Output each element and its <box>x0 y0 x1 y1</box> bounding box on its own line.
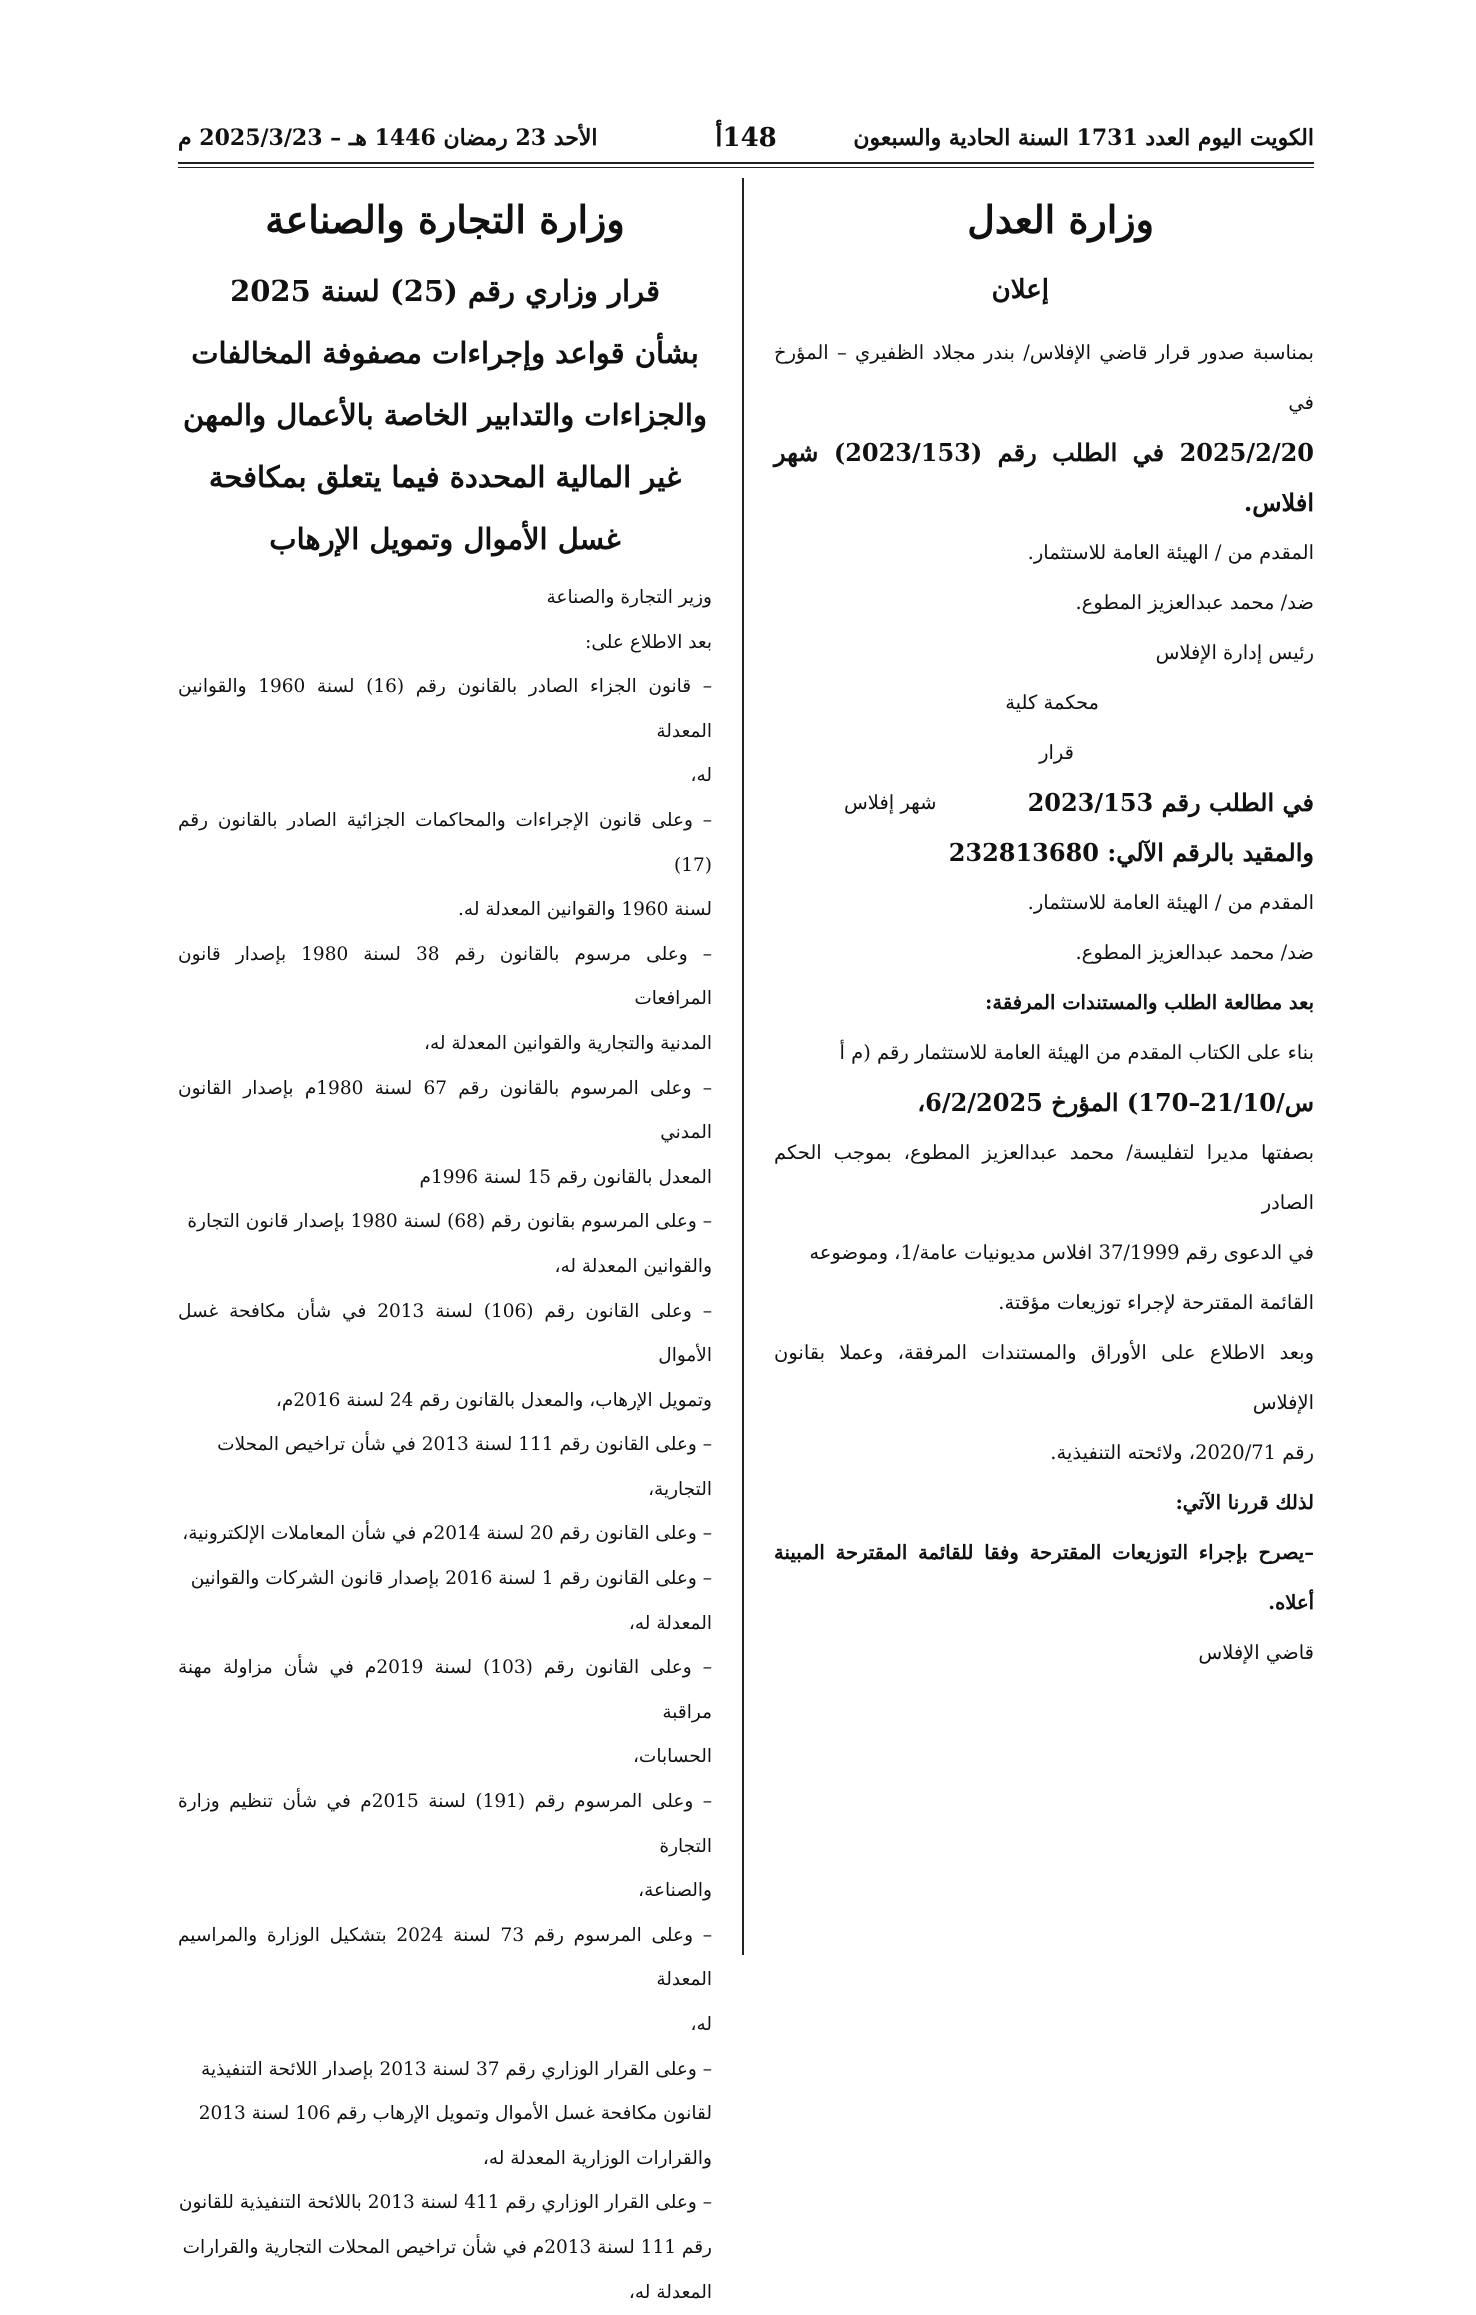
against-line-2: ضد/ محمد عبدالعزيز المطوع. <box>1075 941 1314 964</box>
preamble-line: وزير التجارة والصناعة <box>546 587 712 608</box>
after-review-line: بعد مطالعة الطلب والمستندات المرفقة: <box>985 991 1314 1014</box>
intro-line-2: 2025/2/20 في الطلب رقم (2023/153) شهر افلاس. <box>774 438 1315 517</box>
after-line-2: رقم 2020/71، ولائحته التنفيذية. <box>1050 1441 1314 1464</box>
issue-date: الأحد 23 رمضان 1446 هـ – 2025/3/23 م <box>178 125 598 151</box>
request-type: شهر إفلاس <box>844 791 937 814</box>
preamble-line: لسنة 1960 والقوانين المعدلة له. <box>458 899 712 921</box>
header-rule-thin <box>178 167 1314 168</box>
preamble-line: وتمويل الإرهاب، والمعدل بالقانون رقم 24 لسنة 2016م، <box>275 1389 712 1411</box>
decision-title-line: والجزاءات والتدابير الخاصة بالأعمال والمهن <box>183 398 707 432</box>
preamble-line: لقانون مكافحة غسل الأموال وتمويل الإرهاب رقم 106 لسنة 2013 <box>198 2103 712 2125</box>
preamble-line: المعدلة له، <box>628 2281 712 2303</box>
request-number: في الطلب رقم 2023/153 <box>1027 788 1314 817</box>
preamble-line: – قانون الجزاء الصادر بالقانون رقم (16) لسنة 1960 والقوانين المعدلة <box>178 676 713 742</box>
preamble-line: – وعلى القرار الوزاري رقم 411 لسنة 2013 باللائحة التنفيذية للقانون <box>178 2192 712 2214</box>
preamble-line: – وعلى القانون رقم 20 لسنة 2014م في شأن المعاملات الإلكترونية، <box>182 1523 712 1545</box>
auto-number: والمقيد بالرقم الآلي: 232813680 <box>948 838 1314 867</box>
preamble-line: – وعلى القانون رقم (103) لسنة 2019م في شأن مزاولة مهنة مراقبة <box>178 1657 712 1723</box>
decision-title-line: قرار وزاري رقم (25) لسنة 2025 <box>230 274 660 308</box>
preamble-line: – وعلى القرار الوزاري رقم 37 لسنة 2013 بإصدار اللائحة التنفيذية <box>201 2058 712 2080</box>
page-number: 148أ <box>715 123 777 153</box>
capacity-line-2: في الدعوى رقم 37/1999 افلاس مديونيات عامة/1، وموضوعه <box>809 1241 1314 1264</box>
based-line-2: س/21/10–170) المؤرخ 6/2/2025، <box>917 1088 1314 1117</box>
preamble-line: – وعلى المرسوم بالقانون رقم 67 لسنة 1980م بإصدار القانون المدني <box>178 1077 712 1144</box>
preamble-line: – وعلى القانون رقم (106) لسنة 2013 في شأن مكافحة غسل الأموال <box>178 1300 712 1367</box>
therefore-line: لذلك قررنا الآتي: <box>1175 1491 1314 1514</box>
intro-line-1: بمناسبة صدور قرار قاضي الإفلاس/ بندر مجلاد الظفيري – المؤرخ في <box>774 341 1314 414</box>
announcement-title: إعلان <box>991 275 1049 305</box>
judge-signature: قاضي الإفلاس <box>1198 1641 1314 1664</box>
court-name: محكمة كلية <box>1005 691 1099 714</box>
decision-title-line: بشأن قواعد وإجراءات مصفوفة المخالفات <box>191 336 699 370</box>
preamble-line: التجارية، <box>648 1478 712 1500</box>
gazette-header <box>178 118 1314 158</box>
preamble-line: بعد الاطلاع على: <box>585 631 712 653</box>
column-divider <box>742 178 744 1955</box>
preamble-line: والصناعة، <box>638 1880 712 1902</box>
preamble-line: – وعلى المرسوم رقم (191) لسنة 2015م في شأن تنظيم وزارة التجارة <box>178 1791 713 1857</box>
after-line-1: وبعد الاطلاع على الأوراق والمستندات المرفقة، وعملا بقانون الإفلاس <box>774 1341 1314 1414</box>
applicant-line-2: المقدم من / الهيئة العامة للاستثمار. <box>1027 891 1314 914</box>
decision-title-line: غير المالية المحددة فيما يتعلق بمكافحة <box>208 460 682 494</box>
preamble-line: – وعلى مرسوم بالقانون رقم 38 لسنة 1980 بإصدار قانون المرافعات <box>178 943 712 1010</box>
preamble-list <box>178 576 712 2315</box>
capacity-line-3: القائمة المقترحة لإجراء توزيعات مؤقتة. <box>998 1291 1314 1314</box>
justice-column <box>774 180 1314 1678</box>
preamble-line: – وعلى المرسوم رقم 73 لسنة 2024 بتشكيل الوزارة والمراسيم المعدلة <box>178 1924 712 1991</box>
request-number-row <box>774 778 1314 828</box>
preamble-line: والقوانين المعدلة له، <box>554 1255 712 1277</box>
preamble-line: والقرارات الوزارية المعدلة له، <box>482 2147 712 2169</box>
preamble-line: الحسابات، <box>632 1746 712 1768</box>
ministry-commerce-title: وزارة التجارة والصناعة <box>265 197 625 242</box>
based-line-1: بناء على الكتاب المقدم من الهيئة العامة للاستثمار رقم (م أ <box>839 1041 1314 1064</box>
preamble-line: – وعلى المرسوم بقانون رقم (68) لسنة 1980 بإصدار قانون التجارة <box>187 1211 712 1233</box>
header-rule <box>178 162 1314 164</box>
preamble-line: له، <box>690 765 712 787</box>
bankruptcy-head: رئيس إدارة الإفلاس <box>1155 641 1314 664</box>
decision-title-block <box>178 260 712 570</box>
allow-line: –يصرح بإجراء التوزيعات المقترحة وفقا للقائمة المقترحة المبينة أعلاه. <box>774 1541 1314 1614</box>
preamble-line: له، <box>690 2014 712 2035</box>
applicant-line: المقدم من / الهيئة العامة للاستثمار. <box>1027 541 1314 564</box>
preamble-line: المدنية والتجارية والقوانين المعدلة له، <box>424 1032 712 1054</box>
commerce-column <box>178 180 712 2315</box>
gazette-issue: الكويت اليوم العدد 1731 السنة الحادية والسبعون <box>853 125 1314 151</box>
preamble-line: رقم 111 لسنة 2013م في شأن تراخيص المحلات التجارية والقرارات <box>182 2236 712 2258</box>
preamble-line: – وعلى القانون رقم 1 لسنة 2016 بإصدار قانون الشركات والقوانين <box>190 1568 712 1590</box>
ministry-justice-title: وزارة العدل <box>967 197 1154 242</box>
preamble-line: – وعلى القانون رقم 111 لسنة 2013 في شأن تراخيص المحلات <box>217 1434 712 1456</box>
preamble-line: المعدل بالقانون رقم 15 لسنة 1996م <box>419 1166 712 1188</box>
decision-label: قرار <box>1039 741 1074 764</box>
capacity-line-1: بصفتها مديرا لتفليسة/ محمد عبدالعزيز المطوع، بموجب الحكم الصادر <box>774 1141 1314 1214</box>
against-line: ضد/ محمد عبدالعزيز المطوع. <box>1075 591 1314 614</box>
preamble-line: – وعلى قانون الإجراءات والمحاكمات الجزائية الصادر بالقانون رقم (17) <box>178 809 712 876</box>
decision-title-line: غسل الأموال وتمويل الإرهاب <box>269 522 621 556</box>
preamble-line: المعدلة له، <box>628 1612 712 1634</box>
